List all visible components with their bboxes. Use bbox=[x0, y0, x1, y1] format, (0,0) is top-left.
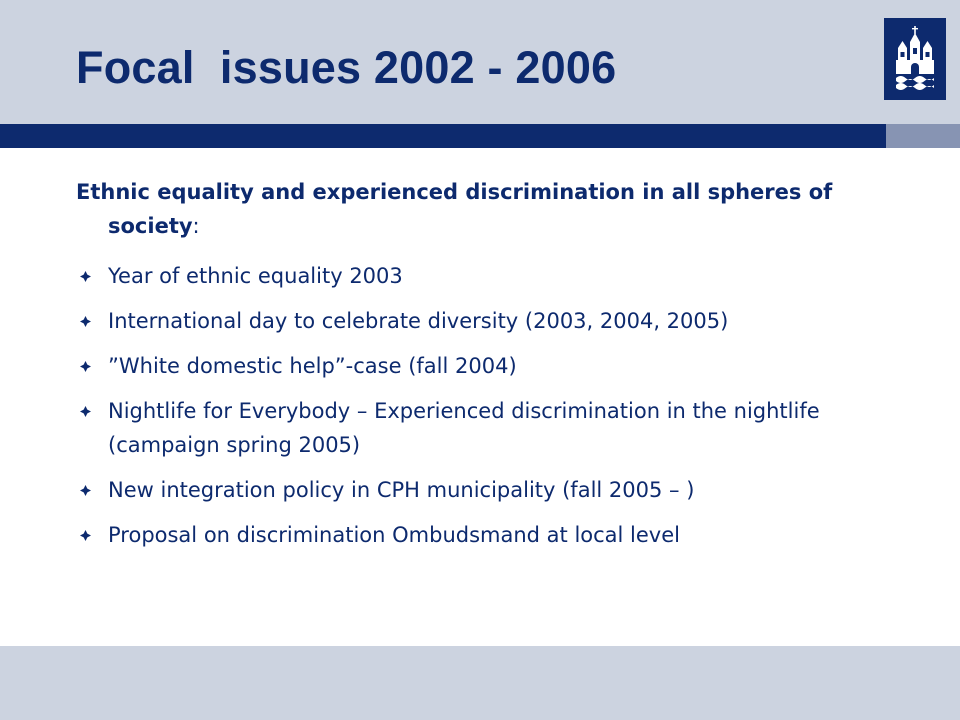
list-item bbox=[76, 259, 876, 293]
lead-text: Ethnic equality and experienced discrimination in all spheres of society bbox=[76, 180, 833, 238]
bullet-text: International day to celebrate diversity (2003, 2004, 2005) bbox=[108, 309, 729, 333]
lead-paragraph bbox=[76, 175, 876, 243]
diamond-bullet-icon bbox=[80, 316, 91, 327]
list-item bbox=[76, 349, 876, 383]
lead-colon: : bbox=[192, 214, 200, 238]
bullet-text: Proposal on discrimination Ombudsmand at local level bbox=[108, 523, 680, 547]
diamond-bullet-icon bbox=[80, 485, 91, 496]
list-item bbox=[76, 518, 876, 552]
footer-band bbox=[0, 646, 960, 720]
slide-title: Focal issues 2002 - 2006 bbox=[76, 42, 617, 93]
diamond-bullet-icon bbox=[80, 361, 91, 372]
list-item bbox=[76, 473, 876, 507]
bullet-list bbox=[76, 259, 876, 552]
logo bbox=[884, 18, 946, 100]
diamond-bullet-icon bbox=[80, 530, 91, 541]
copenhagen-coat-of-arms-icon bbox=[884, 18, 946, 100]
diamond-bullet-icon bbox=[80, 271, 91, 282]
list-item bbox=[76, 304, 876, 338]
slide-content bbox=[76, 175, 876, 563]
header-rule-accent bbox=[886, 124, 960, 148]
diamond-bullet-icon bbox=[80, 406, 91, 417]
bullet-text: New integration policy in CPH municipality (fall 2005 – ) bbox=[108, 478, 695, 502]
bullet-text: Year of ethnic equality 2003 bbox=[108, 264, 403, 288]
header-rule bbox=[0, 124, 886, 148]
bullet-text: ”White domestic help”-case (fall 2004) bbox=[108, 354, 517, 378]
bullet-text: Nightlife for Everybody – Experienced discrimination in the nightlife (campaign spring 2005) bbox=[108, 399, 820, 457]
list-item bbox=[76, 394, 876, 462]
